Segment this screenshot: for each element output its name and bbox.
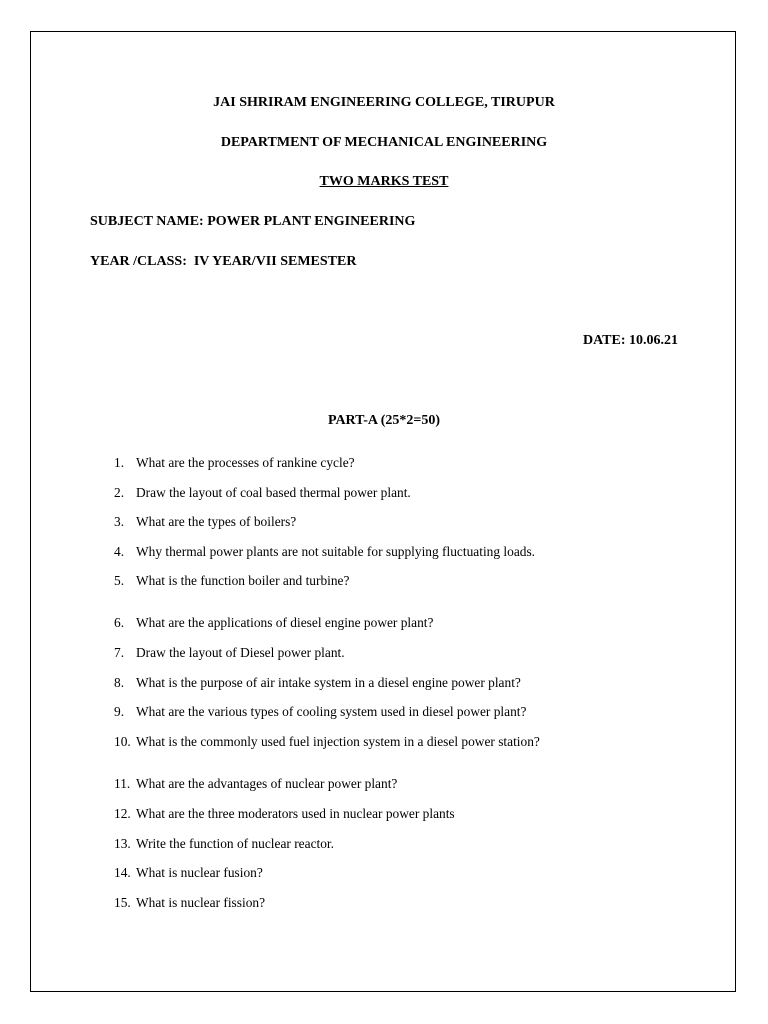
test-date: DATE: 10.06.21 — [582, 333, 678, 348]
question-number: 4. — [114, 544, 125, 559]
page-frame — [30, 31, 736, 992]
question-text: What is the purpose of air intake system in a diesel engine power plant? — [136, 675, 521, 690]
question-number: 2. — [114, 485, 125, 500]
question-number: 14. — [114, 865, 131, 880]
question-text: What is nuclear fission? — [136, 895, 266, 910]
question-item — [114, 895, 265, 911]
question-number: 7. — [114, 645, 125, 660]
question-text: Draw the layout of coal based thermal power plant. — [136, 485, 411, 500]
question-item — [114, 675, 521, 691]
question-text: What are the various types of cooling system used in diesel power plant? — [136, 704, 527, 719]
question-number: 10. — [114, 734, 131, 749]
question-number: 1. — [114, 455, 125, 470]
question-number: 3. — [114, 514, 125, 529]
question-text: What is nuclear fusion? — [136, 865, 263, 880]
question-item — [114, 485, 411, 501]
test-title — [31, 174, 737, 190]
question-text: Draw the layout of Diesel power plant. — [136, 645, 345, 660]
subject-name: SUBJECT NAME: POWER PLANT ENGINEERING — [90, 214, 416, 229]
question-text: What are the advantages of nuclear power plant? — [136, 776, 398, 791]
question-number: 13. — [114, 836, 131, 851]
question-item — [114, 544, 535, 560]
question-item — [114, 865, 263, 881]
college-name: JAI SHRIRAM ENGINEERING COLLEGE, TIRUPUR — [213, 95, 555, 110]
question-item — [114, 615, 433, 631]
question-item — [114, 704, 526, 720]
question-text: What are the types of boilers? — [136, 514, 297, 529]
question-item — [114, 734, 540, 750]
question-item — [114, 776, 397, 792]
department-name: DEPARTMENT OF MECHANICAL ENGINEERING — [220, 135, 548, 150]
question-number: 8. — [114, 675, 125, 690]
question-text: What are the processes of rankine cycle? — [136, 455, 355, 470]
question-number: 9. — [114, 704, 125, 719]
test-title-text: TWO MARKS TEST — [319, 174, 449, 189]
question-number: 15. — [114, 895, 131, 910]
question-text: Why thermal power plants are not suitable for supplying fluctuating loads. — [136, 544, 536, 559]
question-item — [114, 836, 334, 852]
question-item — [114, 455, 355, 471]
question-item — [114, 573, 349, 589]
question-number: 6. — [114, 615, 125, 630]
question-number: 11. — [114, 776, 131, 791]
year-class: YEAR /CLASS: IV YEAR/VII SEMESTER — [90, 254, 357, 269]
question-text: What is the commonly used fuel injection system in a diesel power station? — [136, 734, 540, 749]
question-item — [114, 806, 455, 822]
question-text: What are the applications of diesel engine power plant? — [136, 615, 434, 630]
question-text: What are the three moderators used in nuclear power plants — [136, 806, 455, 821]
question-text: What is the function boiler and turbine? — [136, 573, 350, 588]
question-text: Write the function of nuclear reactor. — [136, 836, 334, 851]
question-item — [114, 514, 296, 530]
part-title: PART-A (25*2=50) — [327, 413, 441, 428]
question-item — [114, 645, 345, 661]
question-number: 12. — [114, 806, 131, 821]
question-number: 5. — [114, 573, 125, 588]
